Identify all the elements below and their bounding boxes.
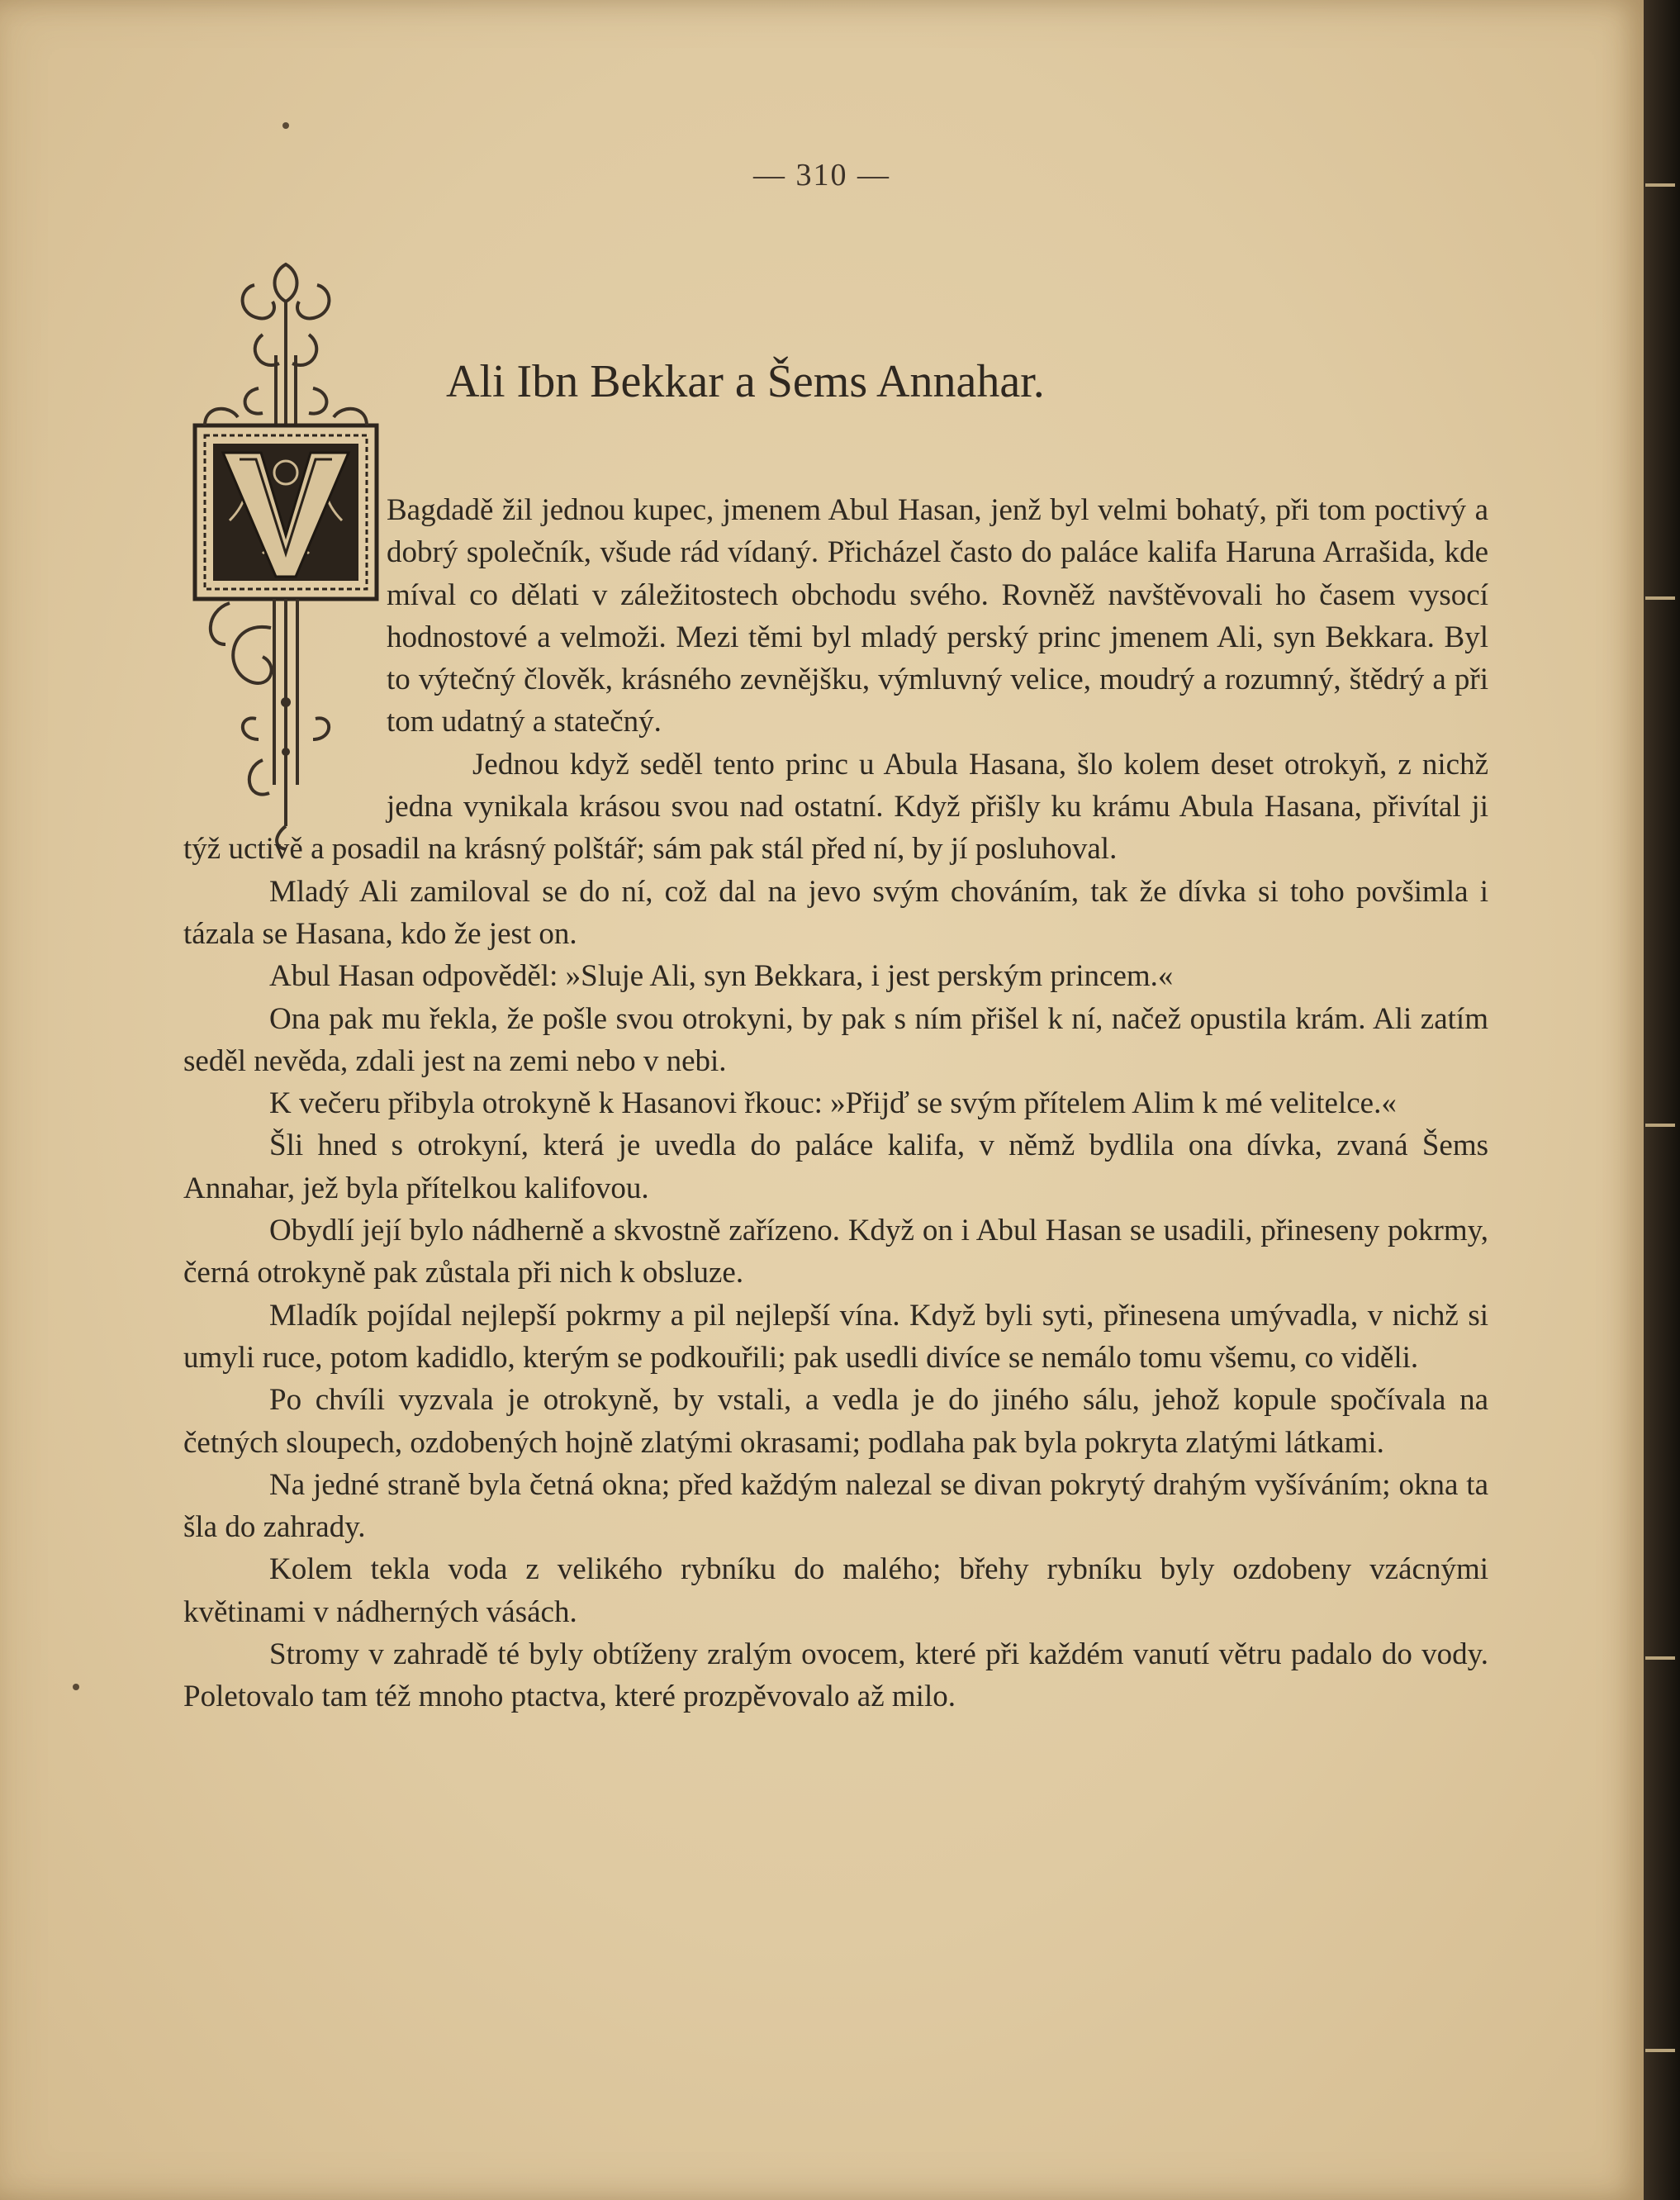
paragraph: Na jedné straně byla četná okna; před každým nalezal se divan pokrytý drahým vyšíváním; okna ta šla do zahrady.	[183, 1467, 1488, 1545]
paragraph: Bagdadě žil jednou kupec, jmenem Abul Hasan, jenž byl velmi bohatý, při tom poctivý a dobrý společník, všude rád vídaný. Přicházel často do paláce kalifa Haruna Arrašida, kde míval co dělati v záležitostech obchodu svého. Rovněž navštěvovali ho časem vysocí hodnostové a velmoži. Mezi těmi byl mladý perský princ jmenem Ali, syn Bekkara. Byl to výtečný člověk, krásného zevnějšku, výmluvný velice, moudrý a rozumný, štědrý a při tom udatný a statečný.	[387, 493, 1488, 739]
speck	[282, 122, 289, 129]
book-gutter-edge	[1644, 0, 1680, 2200]
speck	[73, 1684, 79, 1690]
page-edge-mark	[1645, 1124, 1675, 1127]
paragraph: Mladík pojídal nejlepší pokrmy a pil nejlepší vína. Když byli syti, přinesena umývadla, v nichž si umyli ruce, potom kadidlo, kterým se podkouřili; pak usedli divíce se nemálo tomu všemu, co viděli.	[183, 1298, 1488, 1375]
paragraph: Šli hned s otrokyní, která je uvedla do paláce kalifa, v němž bydlila ona dívka, zvaná Šems Annahar, jež byla přítelkou kalifovou.	[183, 1129, 1488, 1205]
page-edge-mark	[1645, 1656, 1675, 1660]
paragraph: Abul Hasan odpověděl: »Sluje Ali, syn Bekkara, i jest perským princem.«	[269, 959, 1174, 994]
page-number: — 310 —	[753, 158, 890, 192]
page-edge-mark	[1645, 2049, 1675, 2052]
paragraph: K večeru přibyla otrokyně k Hasanovi řkouc: »Přijď se svým přítelem Alim k mé velitelce.«	[269, 1086, 1397, 1121]
chapter-title: Ali Ibn Bekkar a Šems Annahar.	[446, 356, 1045, 407]
drop-cap-space	[183, 489, 387, 828]
paragraph: Obydlí její bylo nádherně a skvostně zařízeno. Když on i Abul Hasan se usadili, přineseny pokrmy, černá otrokyně pak zůstala při nich k obsluze.	[183, 1214, 1488, 1290]
paragraph: Mladý Ali zamiloval se do ní, což dal na jevo svým chováním, tak že dívka si toho povšimla i tázala se Hasana, kdo že jest on.	[183, 874, 1488, 951]
paragraph: Ona pak mu řekla, že pošle svou otrokyni, by pak s ním přišel k ní, načež opustila krám. Ali zatím seděl nevěda, zdali jest na zemi nebo v nebi.	[183, 1001, 1488, 1078]
paragraph: Jednou když seděl tento princ u Abula Hasana, šlo kolem deset otrokyň, z nichž jedna vynikala krásou svou nad ostatní. Když přišly ku krámu Abula Hasana, přivítal ji týž uctivě a posadil na krásný polštář; sám pak stál před ní, by jí posluhoval.	[183, 747, 1488, 867]
paragraph: Stromy v zahradě té byly obtíženy zralým ovocem, které při každém vanutí větru padalo do vody. Poletovalo tam též mnoho ptactva, které prozpěvovalo až milo.	[183, 1637, 1488, 1714]
page-edge-mark	[1645, 596, 1675, 600]
page-edge-mark	[1645, 183, 1675, 187]
paragraph: Po chvíli vyzvala je otrokyně, by vstali, a vedla je do jiného sálu, jehož kopule spočívala na četných sloupech, ozdobených hojně zlatými okrasami; podlaha pak byla pokryta zlatými látkami.	[183, 1383, 1488, 1460]
paragraph: Kolem tekla voda z velikého rybníku do malého; břehy rybníku byly ozdobeny vzácnými květinami v nádherných vásách.	[183, 1552, 1488, 1629]
body-text	[183, 489, 1488, 1718]
